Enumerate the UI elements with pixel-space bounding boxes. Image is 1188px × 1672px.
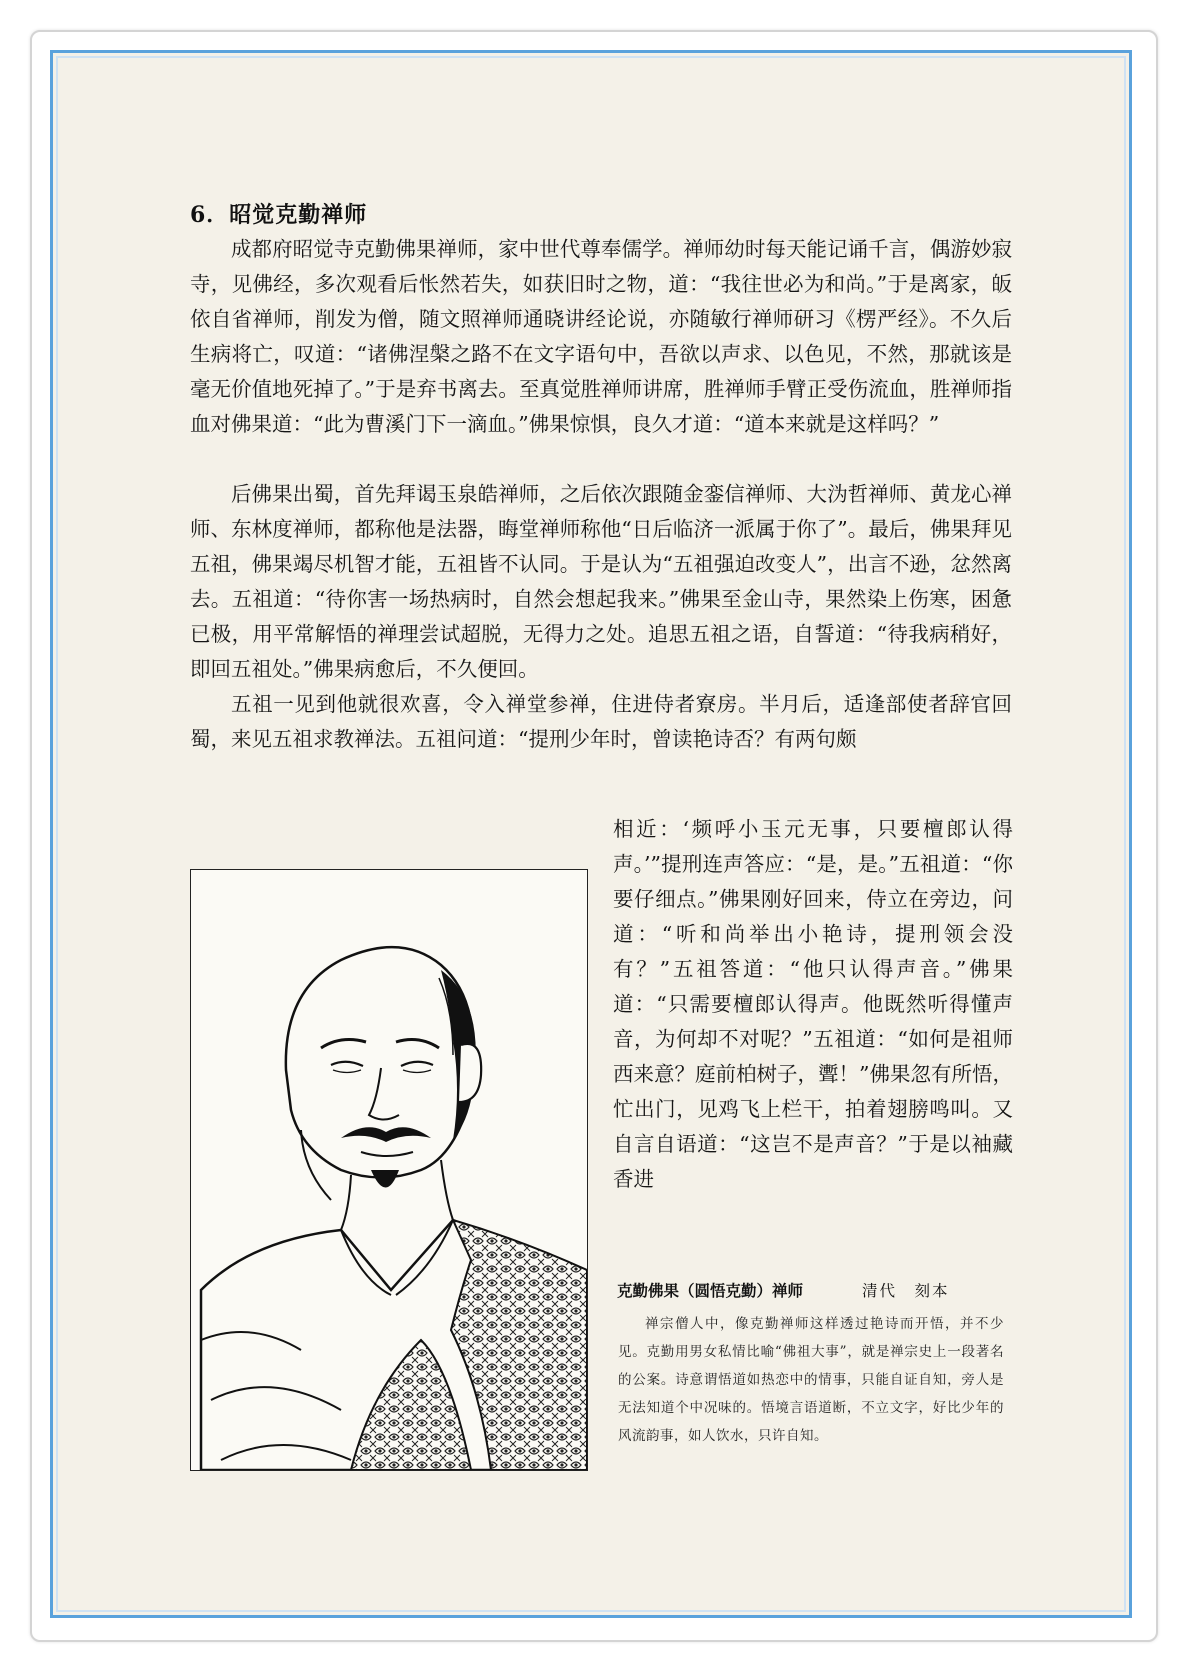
figure-caption-title: 克勤佛果（圆悟克勤）禅师 [617, 1282, 804, 1300]
paragraph-2: 后佛果出蜀，首先拜谒玉泉皓禅师，之后依次跟随金銮信禅师、大沩哲禅师、黄龙心禅师、东林度禅师，都称他是法器，晦堂禅师称他“日后临济一派属于你了”。最后，佛果拜见五祖，佛果竭尽机智才能，五祖皆不认同。于是认为“五祖强迫改变人”，出言不逊，忿然离去。五祖道：“待你害一场热病时，自然会想起我来。”佛果至金山寺，果然染上伤寒，困惫已极，用平常解悟的禅理尝试超脱，无得力之处。追思五祖之语，自誓道：“待我病稍好，即回五祖处。”佛果病愈后，不久便回。 [190, 482, 1012, 681]
figure-caption-source: 清代 刻本 [862, 1282, 950, 1300]
paragraph-1: 成都府昭觉寺克勤佛果禅师，家中世代尊奉儒学。禅师幼时每天能记诵千言，偶游妙寂寺，见佛经，多次观看后怅然若失，如获旧时之物，道：“我往世必为和尚。”于是离家，皈依自省禅师，削发为僧，随文照禅师通晓讲经论说，亦随敏行禅师研习《楞严经》。不久后生病将亡，叹道：“诸佛涅槃之路不在文字语句中，吾欲以声求、以色见，不然，那就该是毫无价值地死掉了。”于是弃书离去。至真觉胜禅师讲席，胜禅师手臂正受伤流血，胜禅师指血对佛果道：“此为曹溪门下一滴血。”佛果惊惧，良久才道：“道本来就是这样吗？” [190, 237, 1012, 436]
figure-caption-body: 禅宗僧人中，像克勤禅师这样透过艳诗而开悟，并不少见。克勤用男女私情比喻“佛祖大事”，就是禅宗史上一段著名的公案。诗意谓悟道如热恋中的情事，只能自证自知，旁人是无法知道个中况味的。悟境言语道断，不立文字，好比少年的风流韵事，如人饮水，只许自知。 [618, 1316, 1004, 1444]
paragraph-3: 五祖一见到他就很欢喜，令入禅堂参禅，住进侍者寮房。半月后，适逢部使者辞官回蜀，来见五祖求教禅法。五祖问道：“提刑少年时，曾读艳诗否？有两句颇 [190, 692, 1012, 751]
section-heading: 6．昭觉克勤禅师 [190, 202, 368, 228]
monk-portrait-drawing [191, 870, 587, 1470]
monk-portrait-illustration [190, 869, 588, 1471]
paragraph-side: 相近：‘频呼小玉元无事，只要檀郎认得声。’”提刑连声答应：“是，是。”五祖道：“你要仔细点。”佛果刚好回来，侍立在旁边，问道：“听和尚举出小艳诗，提刑领会没有？”五祖答道：“他只认得声音。”佛果道：“只需要檀郎认得声。他既然听得懂声音，为何却不对呢？”五祖道：“如何是祖师西来意？庭前柏树子，聻！”佛果忽有所悟，忙出门，见鸡飞上栏干，拍着翅膀鸣叫。又自言自语道：“这岂不是声音？”于是以袖藏香进 [613, 817, 1013, 1191]
